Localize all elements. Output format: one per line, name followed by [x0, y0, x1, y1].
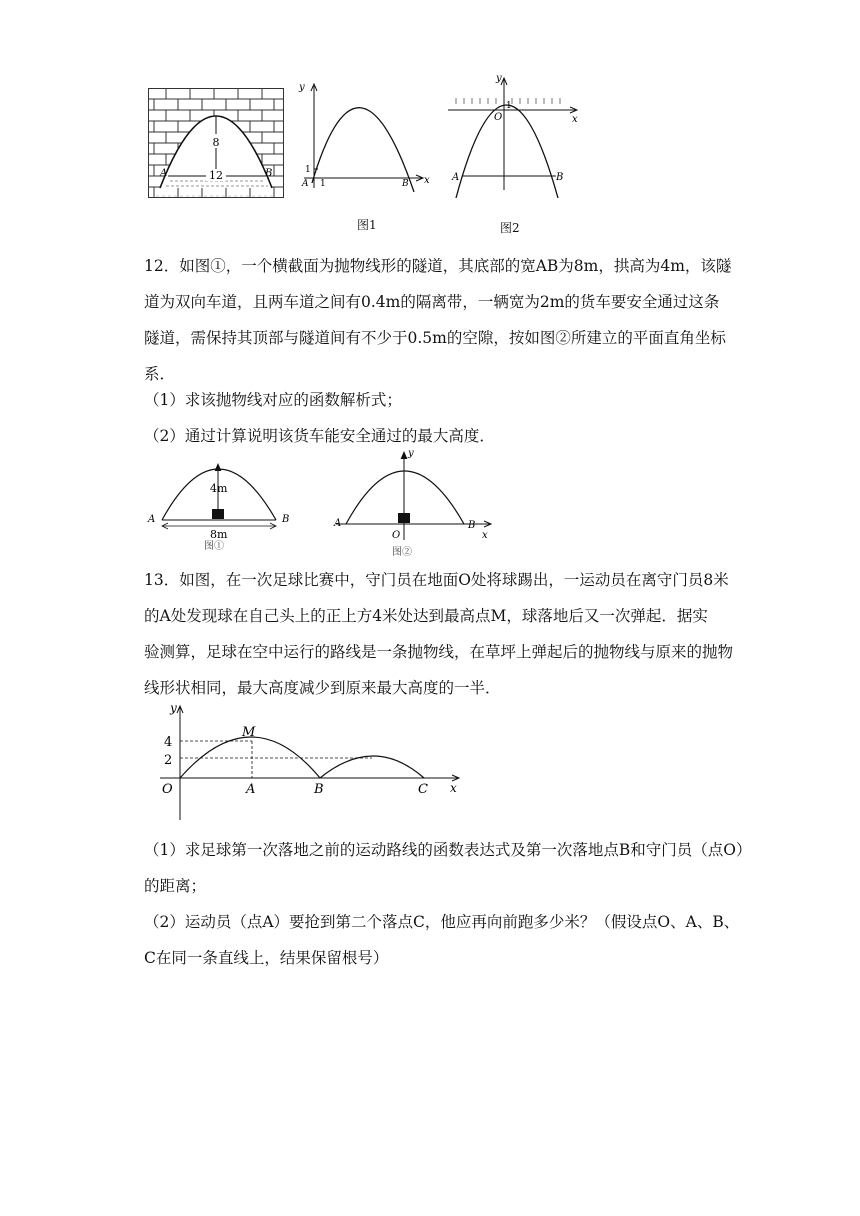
- q13-line-2: 的A处发现球在自己头上的正上方4米处达到最高点M，球落地后又一次弹起．据实: [144, 607, 708, 625]
- q13-origin-o: O: [162, 782, 173, 797]
- q13-tick-2: 2: [164, 753, 173, 768]
- q13-ball-trajectory-figure: [156, 700, 476, 824]
- fig1-tick-1-x: 1: [320, 179, 326, 189]
- q13-point-b: B: [314, 782, 324, 797]
- q12-figure-2-coordinate: [330, 446, 502, 560]
- q13-line-4: 线形状相同，最大高度减少到原来最大高度的一半．: [144, 679, 501, 697]
- q13-x-axis-label: x: [450, 781, 457, 795]
- fig2-caption: 图2: [500, 221, 520, 235]
- q12-line-4: 系．: [144, 365, 176, 383]
- q13-sub2-line-1: （2）运动员（点A）要抢到第二个落点C，他应再向前跑多少米？（假设点O、A、B、: [144, 913, 740, 931]
- fig1-caption: 图1: [357, 218, 377, 232]
- q12-fig2-y-axis-label: y: [408, 448, 414, 459]
- q13-subquestion-1: [144, 832, 752, 904]
- q12-line-1: 12．如图①，一个横截面为抛物线形的隧道，其底部的宽AB为8m，拱高为4m，该隧: [144, 257, 732, 275]
- question-13-body: [144, 562, 734, 706]
- q13-sub2-line-2: C在同一条直线上，结果保留根号）: [144, 949, 389, 967]
- tunnel-brick-figure: [148, 88, 284, 198]
- fig2-origin-o: O: [494, 112, 503, 123]
- figure-1-coordinate-parabola: [296, 80, 436, 192]
- q12-fig1-point-a: A: [148, 514, 156, 525]
- q12-line-2: 道为双向车道，且两车道之间有0.4m的隔离带，一辆宽为2m的货车要安全通过这条: [144, 293, 720, 311]
- q12-fig2-point-a: A: [334, 518, 342, 529]
- fig1-point-a: A: [302, 179, 309, 189]
- q13-subquestion-2: [144, 904, 740, 976]
- q12-fig1-height-label: 4m: [210, 482, 228, 495]
- tunnel-point-a: A: [160, 168, 168, 179]
- q12-fig2-x-axis-label: x: [482, 530, 488, 541]
- fig1-tick-1-y: 1: [305, 165, 311, 175]
- fig2-y-axis-label: y: [496, 73, 502, 84]
- q13-line-1: 13．如图，在一次足球比赛中，守门员在地面O处将球踢出，一运动员在离守门员8米: [144, 571, 729, 589]
- q12-fig1-caption: 图①: [204, 541, 224, 552]
- tunnel-height-label: 8: [212, 136, 220, 149]
- q12-subquestion-2: （2）通过计算说明该货车能安全通过的最大高度．: [144, 427, 495, 445]
- fig2-x-axis-label: x: [572, 114, 578, 125]
- q13-line-3: 验测算，足球在空中运行的路线是一条抛物线，在草坪上弹起后的抛物线与原来的抛物: [144, 643, 734, 661]
- figure-2-coordinate-parabola: [440, 72, 590, 198]
- tunnel-point-b: B: [265, 168, 273, 179]
- fig2-point-b: B: [556, 172, 564, 183]
- q12-figure-1-tunnel: [146, 456, 298, 552]
- q13-sub1-line-2: 的距离；: [144, 877, 207, 895]
- q13-point-a: A: [246, 782, 256, 797]
- q12-fig1-point-b: B: [282, 514, 290, 525]
- q12-fig2-origin-o: O: [392, 530, 401, 541]
- q12-subquestion-1: （1）求该抛物线对应的函数解析式；: [144, 391, 402, 409]
- q12-fig2-point-b: B: [468, 520, 476, 531]
- fig2-point-a: A: [452, 172, 460, 183]
- tunnel-width-label: 12: [209, 169, 223, 182]
- q13-y-axis-label: y: [170, 701, 177, 715]
- q13-sub1-line-1: （1）求足球第一次落地之前的运动路线的函数表达式及第一次落地点B和守门员（点O）: [144, 841, 752, 859]
- q12-fig2-caption: 图②: [392, 547, 412, 558]
- q12-line-3: 隧道，需保持其顶部与隧道间有不少于0.5m的空隙，按如图②所建立的平面直角坐标: [144, 329, 726, 347]
- fig2-tick-1: 1: [506, 101, 512, 111]
- fig1-y-axis-label: y: [299, 82, 305, 93]
- q12-fig1-width-label: 8m: [210, 528, 228, 541]
- q13-point-m: M: [242, 725, 256, 740]
- question-12-body: [144, 248, 732, 392]
- q13-tick-4: 4: [164, 735, 173, 750]
- fig1-point-b: B: [402, 179, 409, 189]
- fig1-x-axis-label: x: [424, 175, 430, 186]
- q13-point-c: C: [418, 782, 428, 797]
